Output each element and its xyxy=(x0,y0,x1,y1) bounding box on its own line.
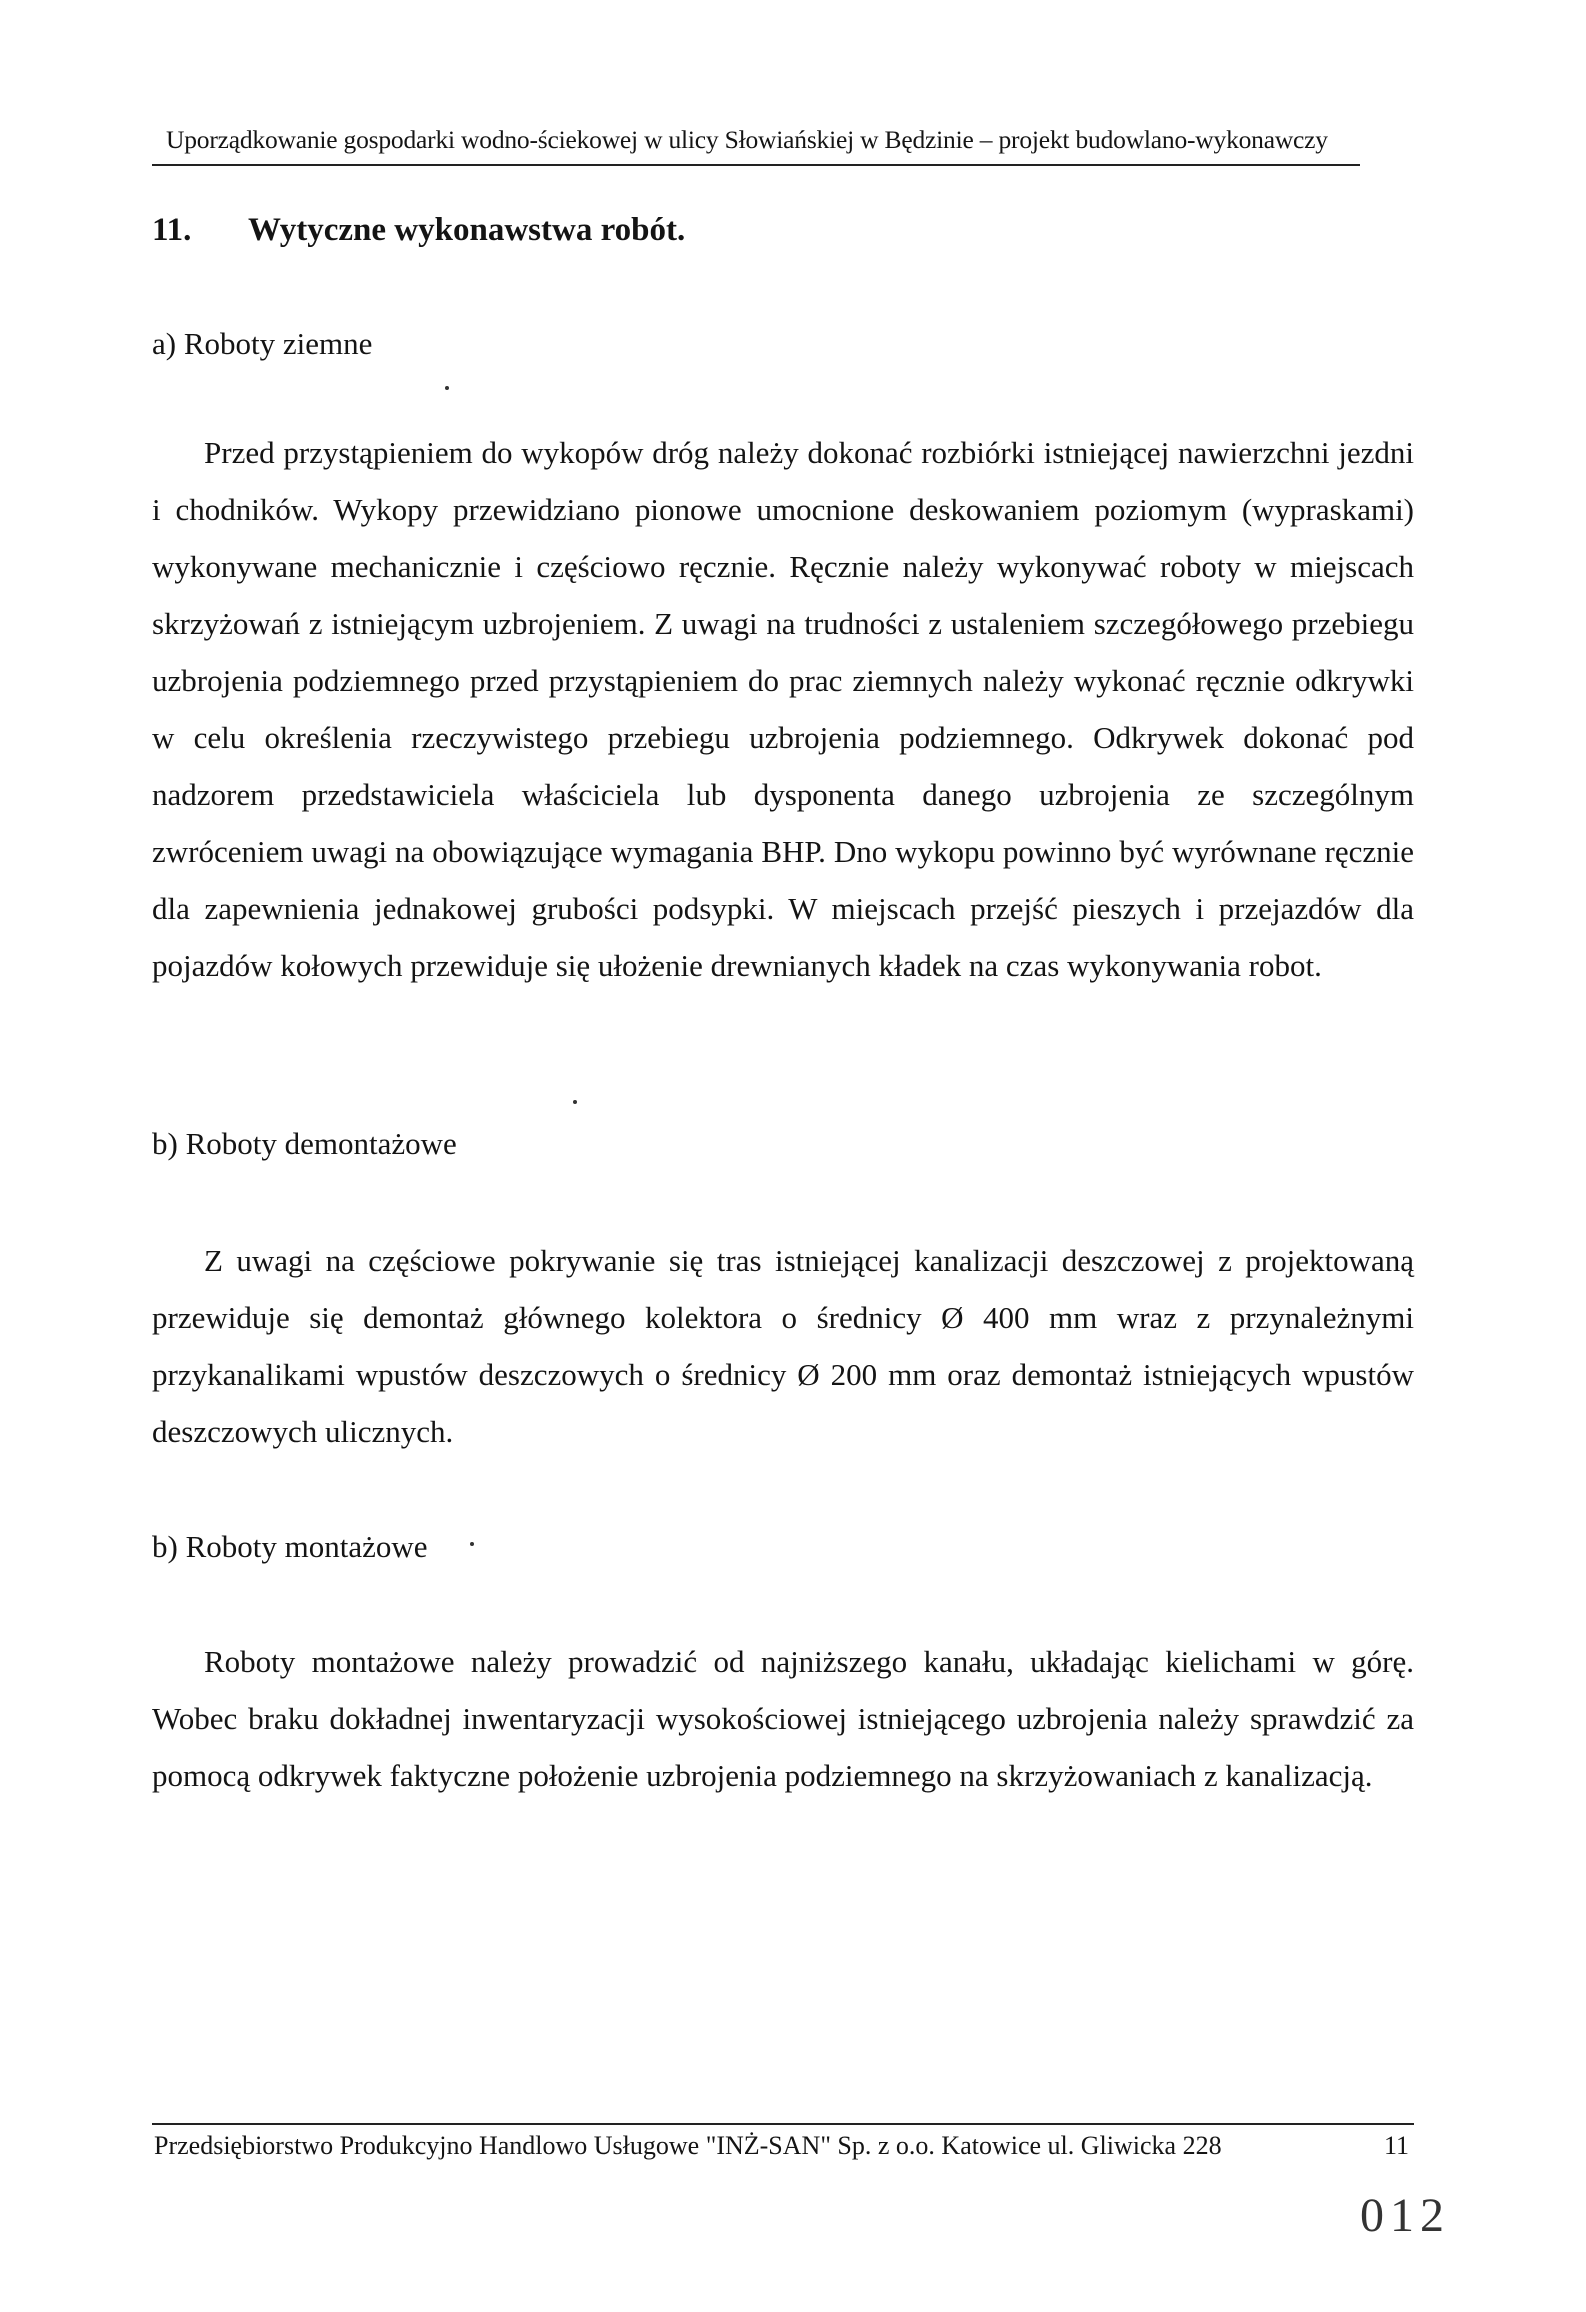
section-title: Wytyczne wykonawstwa robót. xyxy=(248,212,686,248)
subheading-roboty-montazowe: b) Roboty montażowe xyxy=(152,1529,428,1564)
subheading-roboty-ziemne: a) Roboty ziemne xyxy=(152,326,373,361)
scan-speck xyxy=(445,386,449,390)
paragraph-roboty-montazowe: Roboty montażowe należy prowadzić od najniższego kanału, układając kielichami w górę. Wobec braku dokładnej inwentaryzacji wysokościowej istniejącego uzbrojenia należy sprawdzić za pomocą odkrywek faktyczne położenie uzbrojenia podziemnego na skrzyżowaniach z kanalizacją. xyxy=(152,1644,1414,1793)
footer-company: Przedsiębiorstwo Produkcyjno Handlowo Usługowe "INŻ-SAN" Sp. z o.o. Katowice ul. Gliwicka 228 xyxy=(154,2131,1222,2160)
scan-speck xyxy=(470,1542,474,1546)
footer-rule xyxy=(152,2123,1414,2125)
header-rule xyxy=(152,164,1360,166)
archive-number: 012 xyxy=(1360,2189,1450,2242)
subheading-roboty-demontazowe: b) Roboty demontażowe xyxy=(152,1126,457,1161)
paragraph-roboty-demontazowe: Z uwagi na częściowe pokrywanie się tras istniejącej kanalizacji deszczowej z projektowaną przewiduje się demontaż głównego kolektora o średnicy Ø 400 mm wraz z przynależnymi przykanalikami wpustów deszczowych o średnicy Ø 200 mm oraz demontaż istniejących wpustów deszczowych ulicznych. xyxy=(152,1243,1414,1449)
running-header: Uporządkowanie gospodarki wodno-ściekowej w ulicy Słowiańskiej w Będzinie – projekt budowlano-wykonawczy xyxy=(166,125,1328,154)
section-number: 11. xyxy=(152,212,192,248)
section-heading xyxy=(152,208,685,252)
paragraph-roboty-ziemne: Przed przystąpieniem do wykopów dróg należy dokonać rozbiórki istniejącej nawierzchni jezdni i chodników. Wykopy przewidziano pionowe umocnione deskowaniem poziomym (wypraskami) wykonywane mechanicznie i częściowo ręcznie. Ręcznie należy wykonywać roboty w miejscach skrzyżowań z istniejącym uzbrojeniem. Z uwagi na trudności z ustaleniem szczegółowego przebiegu uzbrojenia podziemnego przed przystąpieniem do prac ziemnych należy wykonać ręcznie odkrywki w celu określenia rzeczywistego przebiegu uzbrojenia podziemnego. Odkrywek dokonać pod nadzorem przedstawiciela właściciela lub dysponenta danego uzbrojenia ze szczególnym zwróceniem uwagi na obowiązujące wymagania BHP. Dno wykopu powinno być wyrównane ręcznie dla zapewnienia jednakowej grubości podsypki. W miejscach przejść pieszych i przejazdów dla pojazdów kołowych przewiduje się ułożenie drewnianych kładek na czas wykonywania robot. xyxy=(152,435,1414,983)
page-number: 11 xyxy=(1384,2131,1410,2160)
scan-speck xyxy=(573,1100,577,1104)
